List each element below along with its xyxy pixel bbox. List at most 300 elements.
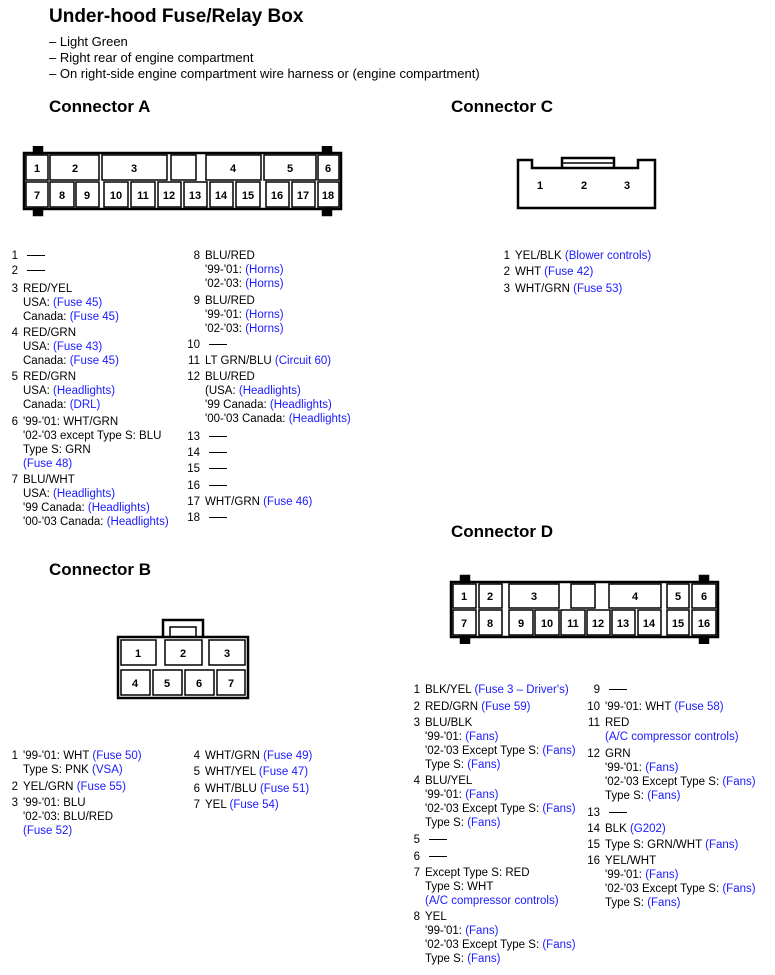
pin-number: 4	[413, 775, 420, 787]
pin-description	[605, 838, 738, 852]
pin-label: 3	[530, 591, 538, 603]
wire-text: USA:	[23, 488, 54, 500]
pin-number: 3	[11, 797, 18, 809]
wire-text: Type S:	[425, 953, 468, 965]
connector-c-heading: Connector C	[451, 97, 553, 116]
pin-description-line	[23, 340, 119, 354]
pin-number: 9	[193, 295, 200, 307]
pin-number: 5	[413, 834, 420, 846]
pin-number: 8	[413, 911, 420, 923]
pin-description-line	[205, 277, 284, 291]
wire-text: '99-'01:	[425, 789, 466, 801]
unused-pin-dash	[209, 452, 227, 453]
wire-text: Type S:	[425, 817, 468, 829]
pin-number: 14	[587, 823, 600, 835]
pin-label: 7	[33, 190, 41, 202]
pin-description	[205, 479, 227, 493]
pin-description-line	[23, 457, 161, 471]
pin-label: 14	[642, 618, 656, 630]
pin-number: 5	[11, 371, 18, 383]
circuit-reference: (Fans)	[722, 776, 756, 788]
pin-label: 13	[188, 190, 202, 202]
pin-description-line	[23, 810, 113, 824]
pin-number: 11	[588, 717, 600, 729]
pin-label: 17	[296, 190, 310, 202]
unused-pin-dash	[209, 517, 227, 518]
circuit-reference: (Horns)	[245, 323, 284, 335]
circuit-reference: (Headlights)	[238, 385, 301, 397]
circuit-reference: (Fuse 42)	[544, 266, 594, 278]
wire-text: Type S:	[425, 759, 468, 771]
pin-description-line	[605, 789, 756, 803]
pin-description-line	[605, 747, 756, 761]
pin-description-line	[205, 370, 351, 384]
pin-label: 4	[229, 163, 237, 175]
note-location: – Right rear of engine compartment	[49, 50, 254, 65]
pin-label: 5	[286, 163, 294, 175]
pin-description	[205, 749, 312, 763]
circuit-reference: (Horns)	[245, 264, 284, 276]
unused-pin-dash	[429, 839, 447, 840]
pin-label: 13	[616, 618, 630, 630]
wire-text: WHT/GRN	[205, 496, 264, 508]
pin-description-line	[205, 495, 312, 509]
pin-label: 6	[195, 678, 203, 690]
unused-pin-dash	[609, 812, 627, 813]
wire-text: RED/GRN	[23, 371, 77, 383]
pin-description-line	[425, 744, 576, 758]
pin-label: 2	[179, 648, 187, 660]
pin-description-line	[605, 896, 756, 910]
pin-description	[425, 850, 447, 864]
pin-description-line	[23, 415, 161, 429]
pin-label: 5	[163, 678, 171, 690]
pin-description-line	[23, 354, 119, 368]
pin-description	[205, 462, 227, 476]
pin-description	[23, 796, 113, 838]
wire-text: '99-'01: WHT	[23, 750, 93, 762]
circuit-reference: (Fans)	[467, 759, 501, 771]
pin-description	[205, 798, 279, 812]
pin-description	[205, 765, 308, 779]
wire-text: '02-'03 Except Type S:	[425, 803, 543, 815]
pin-number: 10	[587, 701, 600, 713]
pin-description	[23, 415, 161, 471]
pin-description-line	[425, 910, 576, 924]
circuit-reference: (Fuse 55)	[76, 781, 126, 793]
pin-description-line	[425, 866, 559, 880]
wire-text: '02-'03 Except Type S:	[425, 745, 543, 757]
pin-description	[205, 370, 351, 426]
pin-description-line	[605, 838, 738, 852]
pin-label: 8	[486, 618, 494, 630]
pin-description-line	[23, 282, 119, 296]
wire-text: BLU/RED	[205, 250, 255, 262]
pin-description	[23, 749, 142, 777]
pin-number: 12	[187, 371, 200, 383]
pin-number: 2	[503, 266, 510, 278]
pin-description	[205, 446, 227, 460]
pin-label: 6	[700, 591, 708, 603]
pin-description-line	[23, 796, 113, 810]
pin-description	[605, 854, 756, 910]
wire-text: RED	[605, 717, 630, 729]
circuit-reference: (Fans)	[705, 839, 739, 851]
pin-description-line	[205, 249, 284, 263]
pin-description-line	[425, 758, 576, 772]
pin-description-line	[23, 473, 169, 487]
pin-description-line	[205, 765, 308, 779]
pin-label: 3	[223, 648, 231, 660]
wire-text: BLK	[605, 823, 630, 835]
circuit-reference: (Fuse 45)	[69, 355, 119, 367]
circuit-reference: (Headlights)	[269, 399, 332, 411]
wire-text: YEL/GRN	[23, 781, 77, 793]
circuit-reference: (Headlights)	[106, 516, 169, 528]
pin-number: 15	[587, 839, 600, 851]
wire-text: GRN	[605, 748, 631, 760]
pin-description	[23, 370, 115, 412]
pin-description-line	[205, 412, 351, 426]
circuit-reference: (Blower controls)	[564, 250, 652, 262]
pin-description	[425, 833, 447, 847]
pin-description-line	[425, 788, 576, 802]
circuit-reference: (Fans)	[465, 925, 499, 937]
pin-description	[515, 265, 593, 279]
wire-text: YEL	[425, 911, 447, 923]
pin-label: 15	[241, 190, 255, 202]
pin-description-line	[23, 370, 115, 384]
circuit-reference: (G202)	[629, 823, 666, 835]
circuit-reference: (Fuse 52)	[23, 825, 73, 837]
circuit-reference: (Fuse 48)	[23, 458, 73, 470]
pin-label: 2	[71, 163, 79, 175]
circuit-reference: (Fuse 54)	[229, 799, 279, 811]
pin-description-line	[23, 487, 169, 501]
wire-text: USA:	[23, 341, 54, 353]
wire-text: '99-'01: WHT/GRN	[23, 416, 119, 428]
pin-description-line	[605, 716, 739, 730]
wire-text: Type S:	[605, 897, 648, 909]
unused-pin-dash	[209, 436, 227, 437]
wire-text: '99-'01: BLU	[23, 797, 86, 809]
pin-label: 14	[214, 190, 228, 202]
pin-number: 4	[193, 750, 200, 762]
pin-description-line	[23, 749, 142, 763]
pin-description	[205, 511, 227, 525]
pin-description-line	[515, 265, 593, 279]
circuit-reference: (Fans)	[467, 953, 501, 965]
pin-label: 18	[321, 190, 335, 202]
pin-description-line	[425, 716, 576, 730]
circuit-reference: (Fans)	[722, 883, 756, 895]
pin-label: 16	[697, 618, 711, 630]
pin-description-line	[605, 822, 666, 836]
wire-text: '00-'03 Canada:	[205, 413, 289, 425]
pin-description-line	[23, 398, 115, 412]
pin-description-line	[425, 924, 576, 938]
pin-description	[605, 806, 627, 820]
pin-description	[425, 866, 559, 908]
connector-b-diagram	[114, 616, 252, 702]
pin-description	[205, 782, 309, 796]
pin-number: 3	[503, 283, 510, 295]
pin-description-line	[425, 730, 576, 744]
wire-text: BLU/BLK	[425, 717, 473, 729]
unused-pin-dash	[27, 255, 45, 256]
pin-description	[605, 747, 756, 803]
pin-description	[205, 294, 284, 336]
wire-text: '99 Canada:	[23, 502, 88, 514]
connector-a-diagram	[20, 146, 345, 218]
pin-description	[23, 473, 169, 529]
pin-description-line	[425, 700, 530, 714]
pin-label: 11	[567, 618, 579, 630]
pin-description	[605, 700, 724, 714]
pin-label: 1	[134, 648, 142, 660]
pin-label: 6	[324, 163, 332, 175]
pin-description-line	[23, 501, 169, 515]
pin-number: 7	[11, 474, 18, 486]
pin-label: 1	[460, 591, 468, 603]
pin-description-line	[605, 868, 756, 882]
pin-label: 3	[130, 163, 138, 175]
circuit-reference: (Fuse 45)	[53, 297, 103, 309]
pin-label: 12	[591, 618, 605, 630]
pin-description-line	[205, 384, 351, 398]
pin-description	[205, 495, 312, 509]
pin-description	[205, 354, 331, 368]
pin-description-line	[205, 749, 312, 763]
circuit-reference: (Fuse 51)	[259, 783, 310, 795]
pin-number: 17	[187, 496, 200, 508]
wire-text: WHT/GRN	[205, 750, 264, 762]
wire-text: '02-'03:	[205, 278, 246, 290]
circuit-reference: (Headlights)	[87, 502, 150, 514]
circuit-reference: (Fans)	[542, 939, 576, 951]
pin-description-line	[205, 308, 284, 322]
pin-label: 7	[227, 678, 235, 690]
pin-description-line	[515, 249, 651, 263]
pin-number: 1	[11, 750, 18, 762]
pin-description	[23, 264, 45, 278]
pin-number: 6	[193, 783, 200, 795]
pin-description-line	[425, 938, 576, 952]
wire-text: Canada:	[23, 355, 70, 367]
pin-description	[205, 430, 227, 444]
wire-text: USA:	[23, 297, 54, 309]
pin-description-line	[205, 398, 351, 412]
pin-number: 2	[413, 701, 420, 713]
circuit-reference: (Fans)	[542, 745, 576, 757]
wire-text: '99-'01:	[605, 762, 646, 774]
pin-description	[515, 282, 622, 296]
pin-description-line	[605, 730, 739, 744]
pin-number: 12	[587, 748, 600, 760]
wire-text: '00-'03 Canada:	[23, 516, 107, 528]
wire-text: '99-'01:	[605, 869, 646, 881]
circuit-reference: (Fans)	[645, 762, 679, 774]
wire-text: Canada:	[23, 399, 70, 411]
wire-text: '02-'03 Except Type S:	[425, 939, 543, 951]
circuit-reference: (Circuit 60)	[274, 355, 332, 367]
circuit-reference: (Fans)	[467, 817, 501, 829]
pin-label: 10	[540, 618, 554, 630]
pin-number: 10	[187, 339, 200, 351]
circuit-reference: (Fuse 59)	[481, 701, 531, 713]
wire-text: '99-'01:	[205, 309, 246, 321]
pin-description	[605, 822, 666, 836]
wire-text: USA:	[23, 385, 54, 397]
pin-label: 7	[460, 618, 468, 630]
pin-number: 13	[187, 431, 200, 443]
unused-pin-dash	[209, 468, 227, 469]
pin-description	[425, 910, 576, 966]
pin-label: 10	[109, 190, 123, 202]
pin-number: 15	[187, 463, 200, 475]
circuit-reference: (Fuse 43)	[53, 341, 103, 353]
pin-number: 2	[11, 781, 18, 793]
pin-description-line	[23, 310, 119, 324]
circuit-reference: (Fuse 53)	[573, 283, 623, 295]
pin-description-line	[425, 774, 576, 788]
wire-text: WHT/BLU	[205, 783, 260, 795]
pin-number: 6	[11, 416, 18, 428]
connector-d-heading: Connector D	[451, 522, 553, 541]
circuit-reference: (Fuse 3 – Driver's)	[474, 684, 569, 696]
pin-description-line	[205, 782, 309, 796]
pin-label: 11	[137, 190, 149, 202]
pin-label: 3	[623, 180, 631, 192]
pin-number: 1	[413, 684, 420, 696]
pin-description	[605, 716, 739, 744]
wire-text: '99-'01:	[425, 731, 466, 743]
pin-label: 9	[83, 190, 91, 202]
wire-text: '02-'03 Except Type S:	[605, 776, 723, 788]
pin-label: 15	[671, 618, 685, 630]
wire-text: '02-'03:	[205, 323, 246, 335]
unused-pin-dash	[609, 689, 627, 690]
wire-text: RED/YEL	[23, 283, 73, 295]
wire-text: YEL/WHT	[605, 855, 657, 867]
pin-description-line	[23, 443, 161, 457]
wire-text: YEL/BLK	[515, 250, 565, 262]
pin-label: 2	[580, 180, 588, 192]
wire-text: Type S: PNK	[23, 764, 93, 776]
pin-description-line	[23, 384, 115, 398]
circuit-reference: (A/C compressor controls)	[605, 731, 739, 743]
wire-text: WHT/GRN	[515, 283, 574, 295]
circuit-reference: (Fans)	[465, 789, 499, 801]
wire-text: BLU/WHT	[23, 474, 75, 486]
unused-pin-dash	[209, 485, 227, 486]
pin-number: 7	[193, 799, 200, 811]
pin-description	[515, 249, 651, 263]
pin-description-line	[23, 780, 126, 794]
pin-number: 8	[193, 250, 200, 262]
pin-description-line	[425, 952, 576, 966]
pin-number: 9	[593, 684, 600, 696]
pin-description-line	[23, 296, 119, 310]
wire-text: Type S:	[605, 790, 648, 802]
pin-description-line	[23, 429, 161, 443]
unused-pin-dash	[429, 856, 447, 857]
pin-description-line	[23, 763, 142, 777]
pin-description	[23, 249, 45, 263]
pin-number: 3	[11, 283, 18, 295]
wire-text: Type S: GRN/WHT	[605, 839, 706, 851]
circuit-reference: (Fuse 49)	[263, 750, 313, 762]
pin-number: 7	[413, 867, 420, 879]
unused-pin-dash	[209, 344, 227, 345]
connector-a-heading: Connector A	[49, 97, 151, 116]
pin-description	[425, 716, 576, 772]
wire-text: BLU/RED	[205, 371, 255, 383]
connector-b-heading: Connector B	[49, 560, 151, 579]
circuit-reference: (Fuse 47)	[258, 766, 309, 778]
wire-text: WHT/YEL	[205, 766, 259, 778]
note-color: – Light Green	[49, 34, 128, 49]
circuit-reference: (Fuse 50)	[92, 750, 142, 762]
circuit-reference: (Headlights)	[53, 488, 116, 500]
pin-description	[425, 774, 576, 830]
pin-description	[205, 249, 284, 291]
page-title: Under-hood Fuse/Relay Box	[49, 6, 304, 27]
wire-text: Canada:	[23, 311, 70, 323]
pin-number: 3	[413, 717, 420, 729]
circuit-reference: (Fuse 58)	[674, 701, 724, 713]
pin-description-line	[605, 761, 756, 775]
circuit-reference: (Horns)	[245, 309, 284, 321]
pin-description-line	[205, 798, 279, 812]
circuit-reference: (VSA)	[92, 764, 123, 776]
pin-label: 12	[162, 190, 176, 202]
pin-number: 18	[187, 512, 200, 524]
wire-text: YEL	[205, 799, 230, 811]
pin-label: 8	[58, 190, 66, 202]
wire-text: '02-'03 except Type S: BLU	[23, 430, 162, 442]
connector-d-diagram	[447, 574, 723, 644]
connector-c-diagram	[514, 154, 660, 212]
circuit-reference: (Fuse 45)	[69, 311, 119, 323]
pin-description-line	[425, 802, 576, 816]
pin-description-line	[425, 816, 576, 830]
pin-description	[425, 683, 569, 697]
pin-label: 9	[517, 618, 525, 630]
wire-text: '02-'03 Except Type S:	[605, 883, 723, 895]
pin-description-line	[205, 263, 284, 277]
pin-label: 1	[536, 180, 544, 192]
pin-description-line	[205, 294, 284, 308]
wire-text: '99-'01:	[425, 925, 466, 937]
pin-number: 6	[413, 851, 420, 863]
wire-text: Except Type S: RED	[425, 867, 530, 879]
wire-text: LT GRN/BLU	[205, 355, 275, 367]
wire-text: BLU/YEL	[425, 775, 473, 787]
wire-text: WHT	[515, 266, 545, 278]
pin-description	[425, 700, 530, 714]
circuit-reference: (Fans)	[542, 803, 576, 815]
pin-label: 1	[33, 163, 41, 175]
wire-text: RED/GRN	[23, 327, 77, 339]
circuit-reference: (Headlights)	[53, 385, 116, 397]
pin-label: 4	[631, 591, 639, 603]
unused-pin-dash	[27, 270, 45, 271]
wire-text: BLU/RED	[205, 295, 255, 307]
pin-description-line	[425, 880, 559, 894]
circuit-reference: (Horns)	[245, 278, 284, 290]
note-harness: – On right-side engine compartment wire harness or (engine compartment)	[49, 66, 480, 81]
